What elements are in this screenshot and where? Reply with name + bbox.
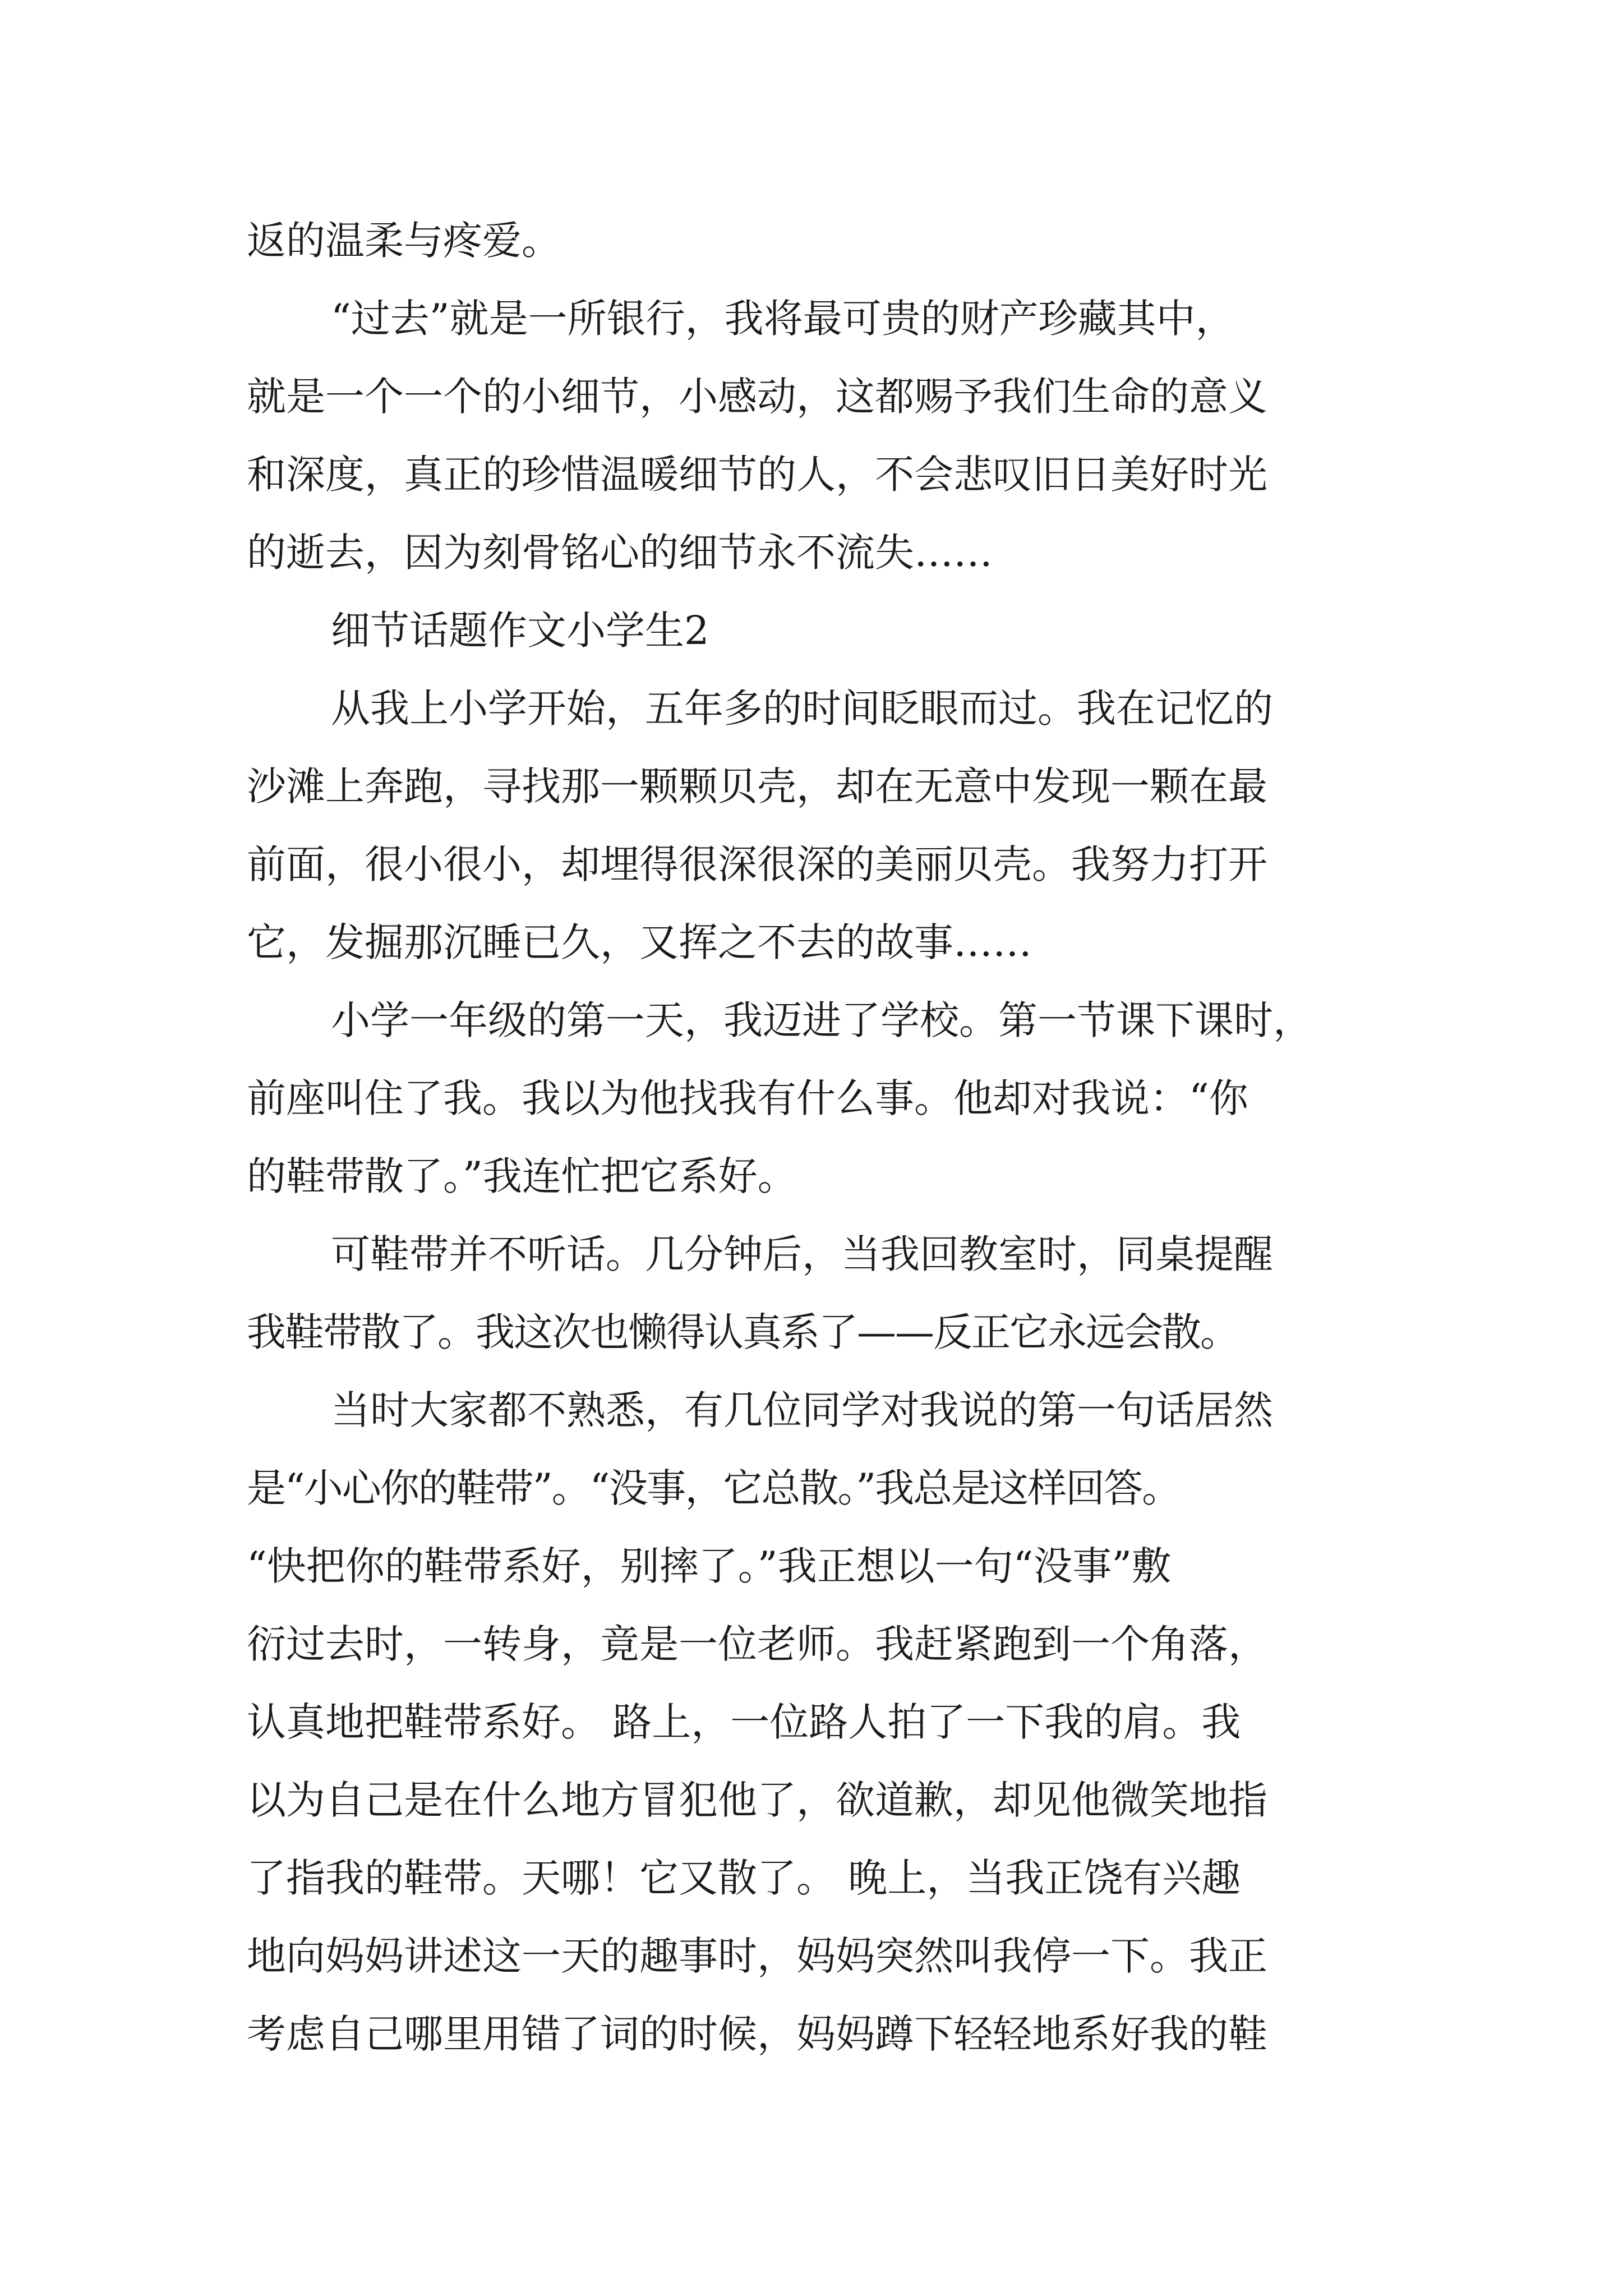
text-line: 衍过去时，一转身，竟是一位老师。我赶紧跑到一个角落， xyxy=(247,1621,1267,1667)
text-line: 前座叫住了我。我以为他找我有什么事。他却对我说：“你 xyxy=(247,1075,1248,1121)
text-line: 和深度，真正的珍惜温暖细节的人，不会悲叹旧日美好时光 xyxy=(247,452,1267,498)
text-line: 就是一个一个的小细节，小感动，这都赐予我们生命的意义 xyxy=(247,374,1267,420)
text-line: 我鞋带散了。我这次也懒得认真系了——反正它永远会散。 xyxy=(247,1309,1238,1355)
text-line: 从我上小学开始，五年多的时间眨眼而过。我在记忆的 xyxy=(331,685,1273,731)
text-line: 以为自己是在什么地方冒犯他了，欲道歉，却见他微笑地指 xyxy=(247,1777,1267,1823)
text-line: “快把你的鞋带系好，别摔了。”我正想以一句“没事”敷 xyxy=(247,1543,1172,1589)
text-line: 前面，很小很小，却埋得很深很深的美丽贝壳。我努力打开 xyxy=(247,841,1267,887)
text-line: 地向妈妈讲述这一天的趣事时，妈妈突然叫我停一下。我正 xyxy=(247,1933,1267,1979)
text-line: 是“小心你的鞋带”。“没事，它总散。”我总是这样回答。 xyxy=(247,1465,1181,1511)
text-line: 认真地把鞋带系好。 路上，一位路人拍了一下我的肩。我 xyxy=(247,1699,1241,1745)
text-line: 的鞋带散了。”我连忙把它系好。 xyxy=(247,1153,797,1199)
text-line: 了指我的鞋带。天哪！它又散了。 晚上，当我正饶有兴趣 xyxy=(247,1855,1241,1901)
text-line: 它，发掘那沉睡已久，又挥之不去的故事…… xyxy=(247,919,1032,965)
text-line: 考虑自己哪里用错了词的时候，妈妈蹲下轻轻地系好我的鞋 xyxy=(247,2011,1267,2057)
section-heading: 细节话题作文小学生2 xyxy=(331,608,709,654)
text-line: “过去”就是一所银行，我将最可贵的财产珍藏其中， xyxy=(331,296,1235,342)
text-line: 小学一年级的第一天，我迈进了学校。第一节课下课时， xyxy=(331,997,1312,1043)
essay-text xyxy=(247,202,1402,2073)
text-line: 当时大家都不熟悉，有几位同学对我说的第一句话居然 xyxy=(331,1387,1273,1433)
text-line: 的逝去，因为刻骨铭心的细节永不流失…… xyxy=(247,530,993,576)
text-line: 沙滩上奔跑，寻找那一颗颗贝壳，却在无意中发现一颗在最 xyxy=(247,763,1267,809)
text-line: 返的温柔与疼爱。 xyxy=(247,218,561,264)
text-line: 可鞋带并不听话。几分钟后，当我回教室时，同桌提醒 xyxy=(331,1231,1273,1277)
